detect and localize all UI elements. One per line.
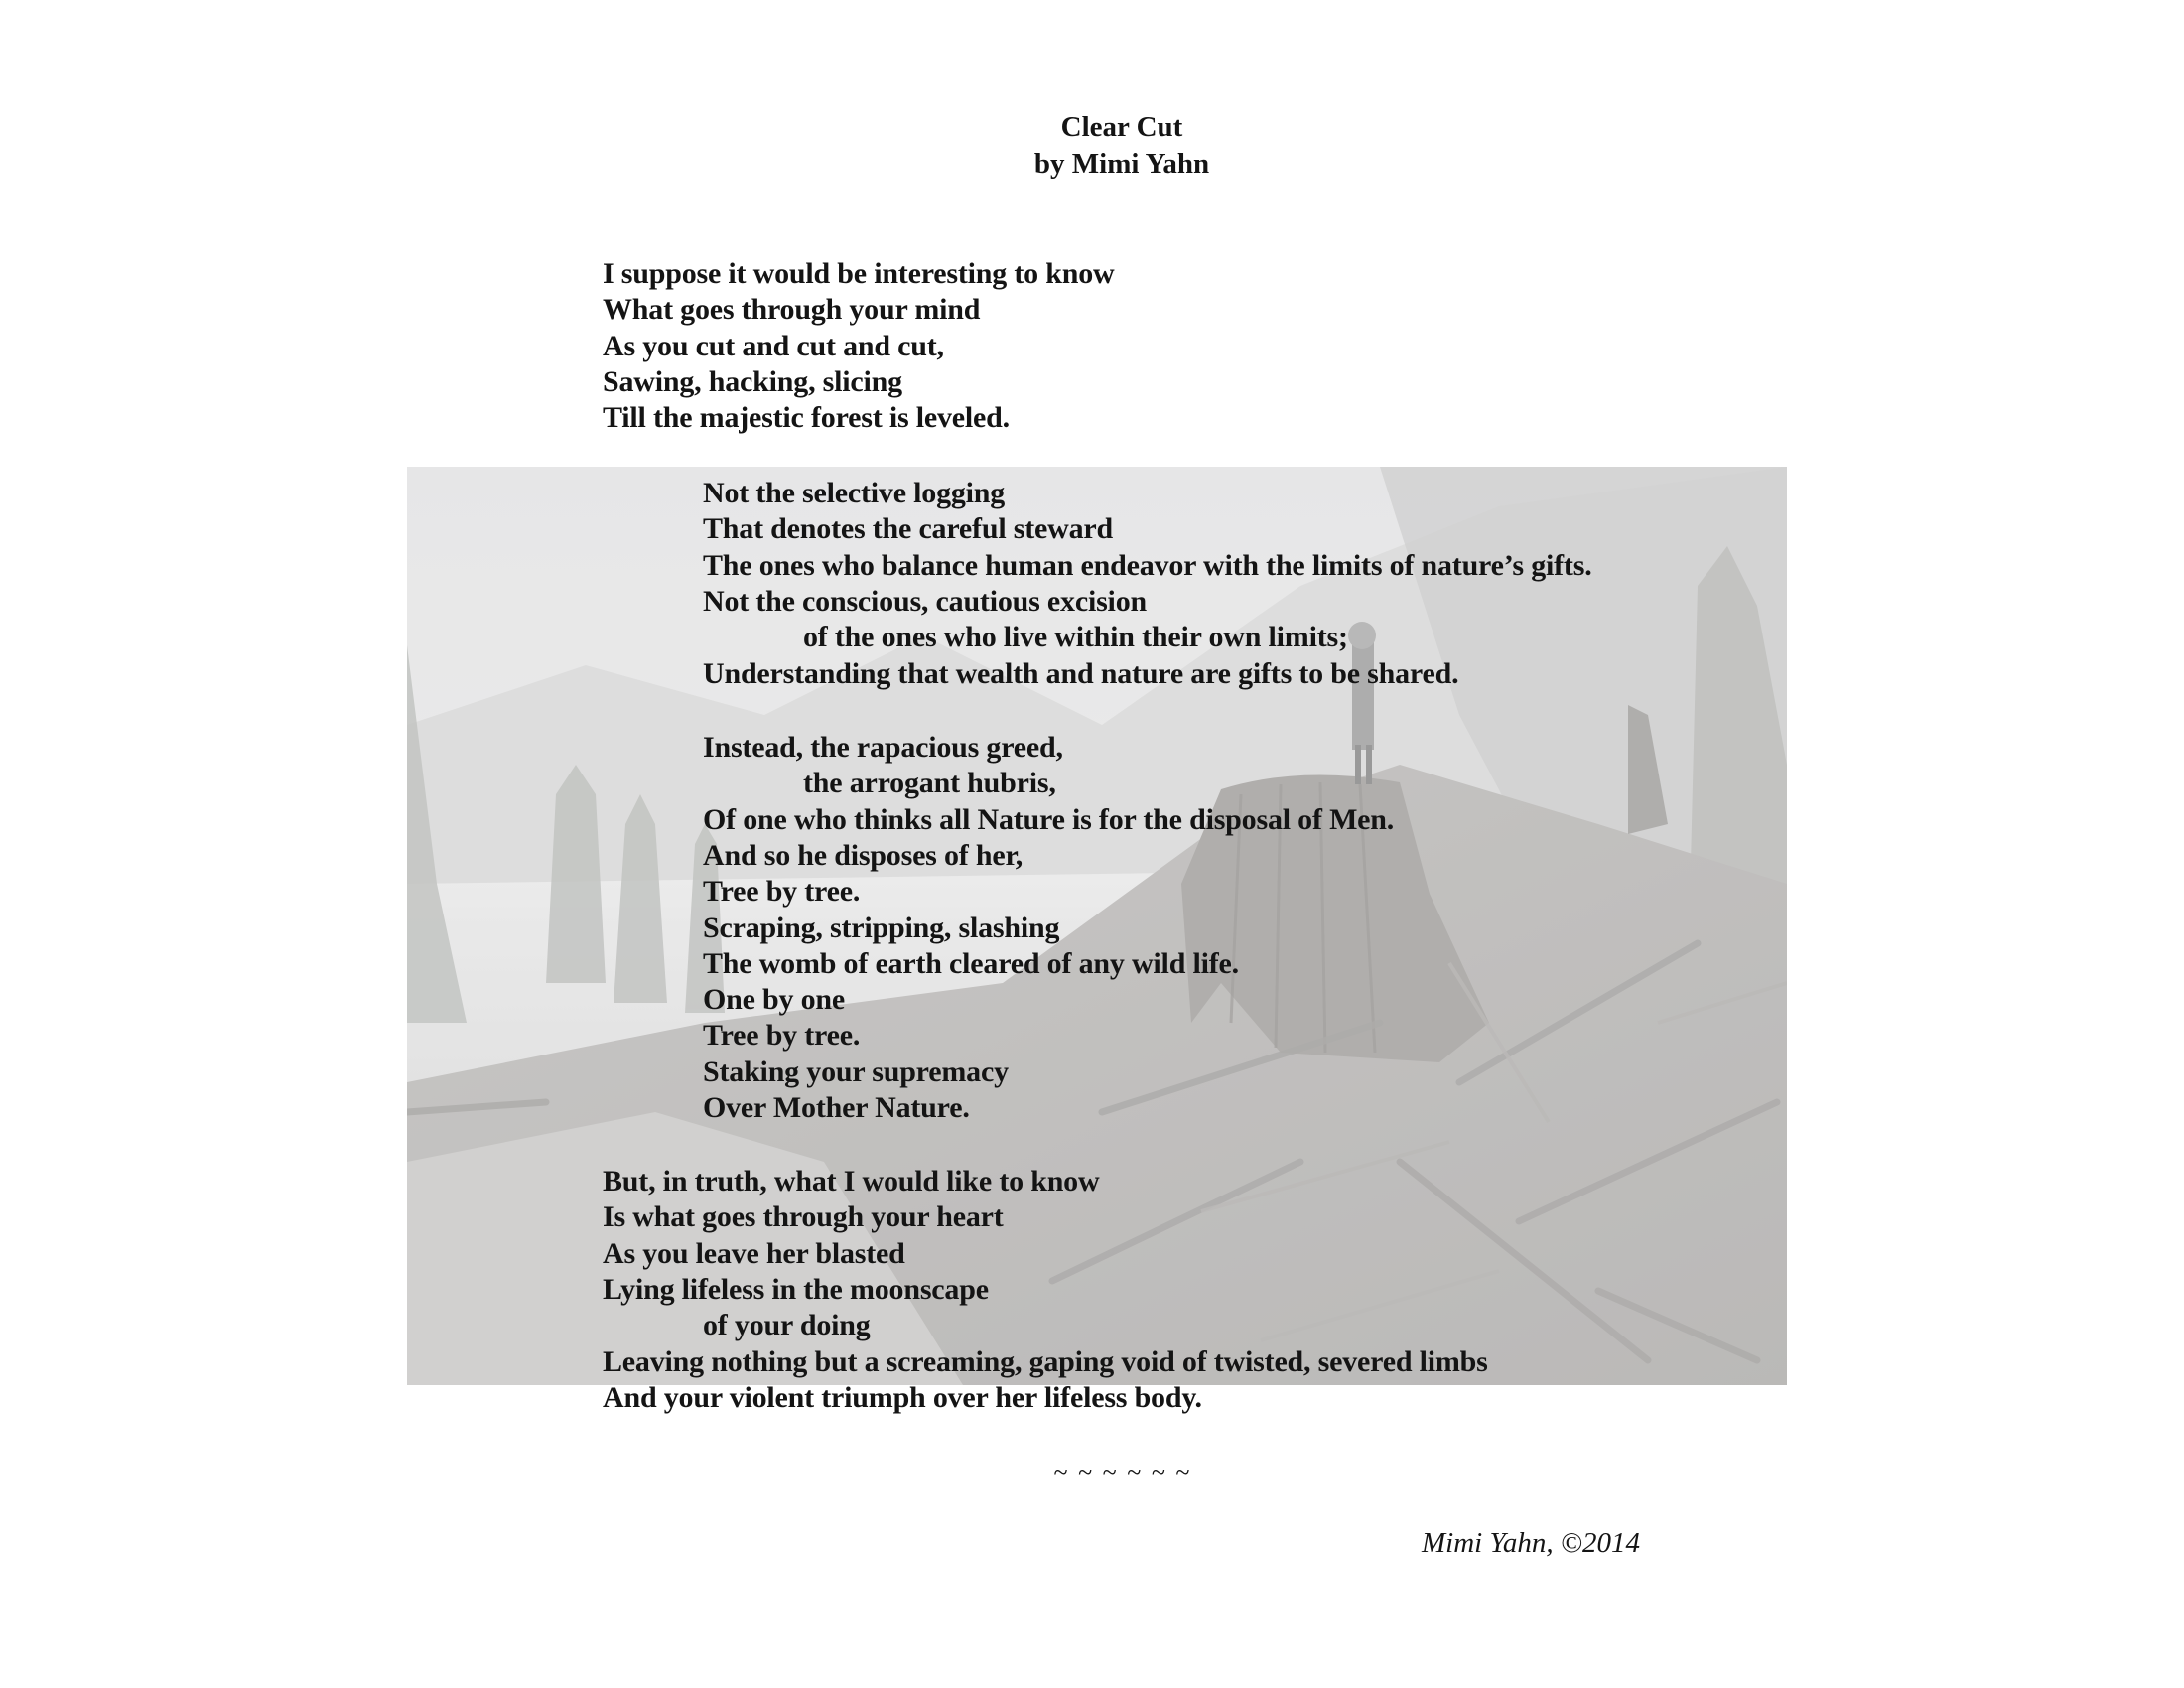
- poem-line: Is what goes through your heart: [603, 1200, 1004, 1234]
- poem-line: As you cut and cut and cut,: [603, 329, 944, 362]
- poem-line: Leaving nothing but a screaming, gaping void of twisted, severed limbs: [603, 1344, 1488, 1378]
- poem-line: the arrogant hubris,: [803, 767, 1056, 800]
- poem-line: Staking your supremacy: [703, 1055, 1009, 1088]
- poem-line: The womb of earth cleared of any wild life.: [703, 946, 1239, 980]
- poem-line: Understanding that wealth and nature are gifts to be shared.: [703, 656, 1459, 690]
- poem-line: Instead, the rapacious greed,: [703, 731, 1063, 764]
- poem-line: The ones who balance human endeavor with the limits of nature’s gifts.: [703, 548, 1592, 582]
- poem-line: Tree by tree.: [703, 1019, 861, 1053]
- poem-line: But, in truth, what I would like to know: [603, 1165, 1100, 1197]
- poem-byline: by Mimi Yahn: [1033, 148, 1210, 180]
- poem-line: Tree by tree.: [703, 875, 861, 909]
- poem-line: One by one: [703, 983, 846, 1017]
- poem-line: That denotes the careful steward: [703, 512, 1113, 546]
- poem-line: Of one who thinks all Nature is for the disposal of Men.: [703, 802, 1395, 836]
- poem-line: of your doing: [703, 1309, 871, 1342]
- poem-line: of the ones who live within their own limits;: [803, 621, 1348, 654]
- poem-line: Scraping, stripping, slashing: [703, 911, 1060, 944]
- poem-line: And your violent triumph over her lifeless body.: [603, 1380, 1202, 1414]
- poem-line: Not the conscious, cautious excision: [703, 584, 1147, 618]
- poem-line: I suppose it would be interesting to know: [603, 257, 1115, 290]
- poem-line: What goes through your mind: [603, 293, 981, 327]
- poem-line: Sawing, hacking, slicing: [603, 364, 902, 398]
- poem-line: And so he disposes of her,: [703, 838, 1024, 872]
- separator: ~ ~ ~ ~ ~ ~: [1053, 1458, 1192, 1486]
- poem-line: As you leave her blasted: [603, 1236, 905, 1270]
- poem-line: Lying lifeless in the moonscape: [603, 1272, 989, 1306]
- poem-line: Over Mother Nature.: [703, 1091, 970, 1124]
- poem-line: Till the majestic forest is leveled.: [603, 401, 1010, 435]
- poem-line: Not the selective logging: [703, 477, 1006, 509]
- signature: Mimi Yahn, ©2014: [1422, 1527, 1640, 1559]
- poem-title: Clear Cut: [1060, 111, 1183, 143]
